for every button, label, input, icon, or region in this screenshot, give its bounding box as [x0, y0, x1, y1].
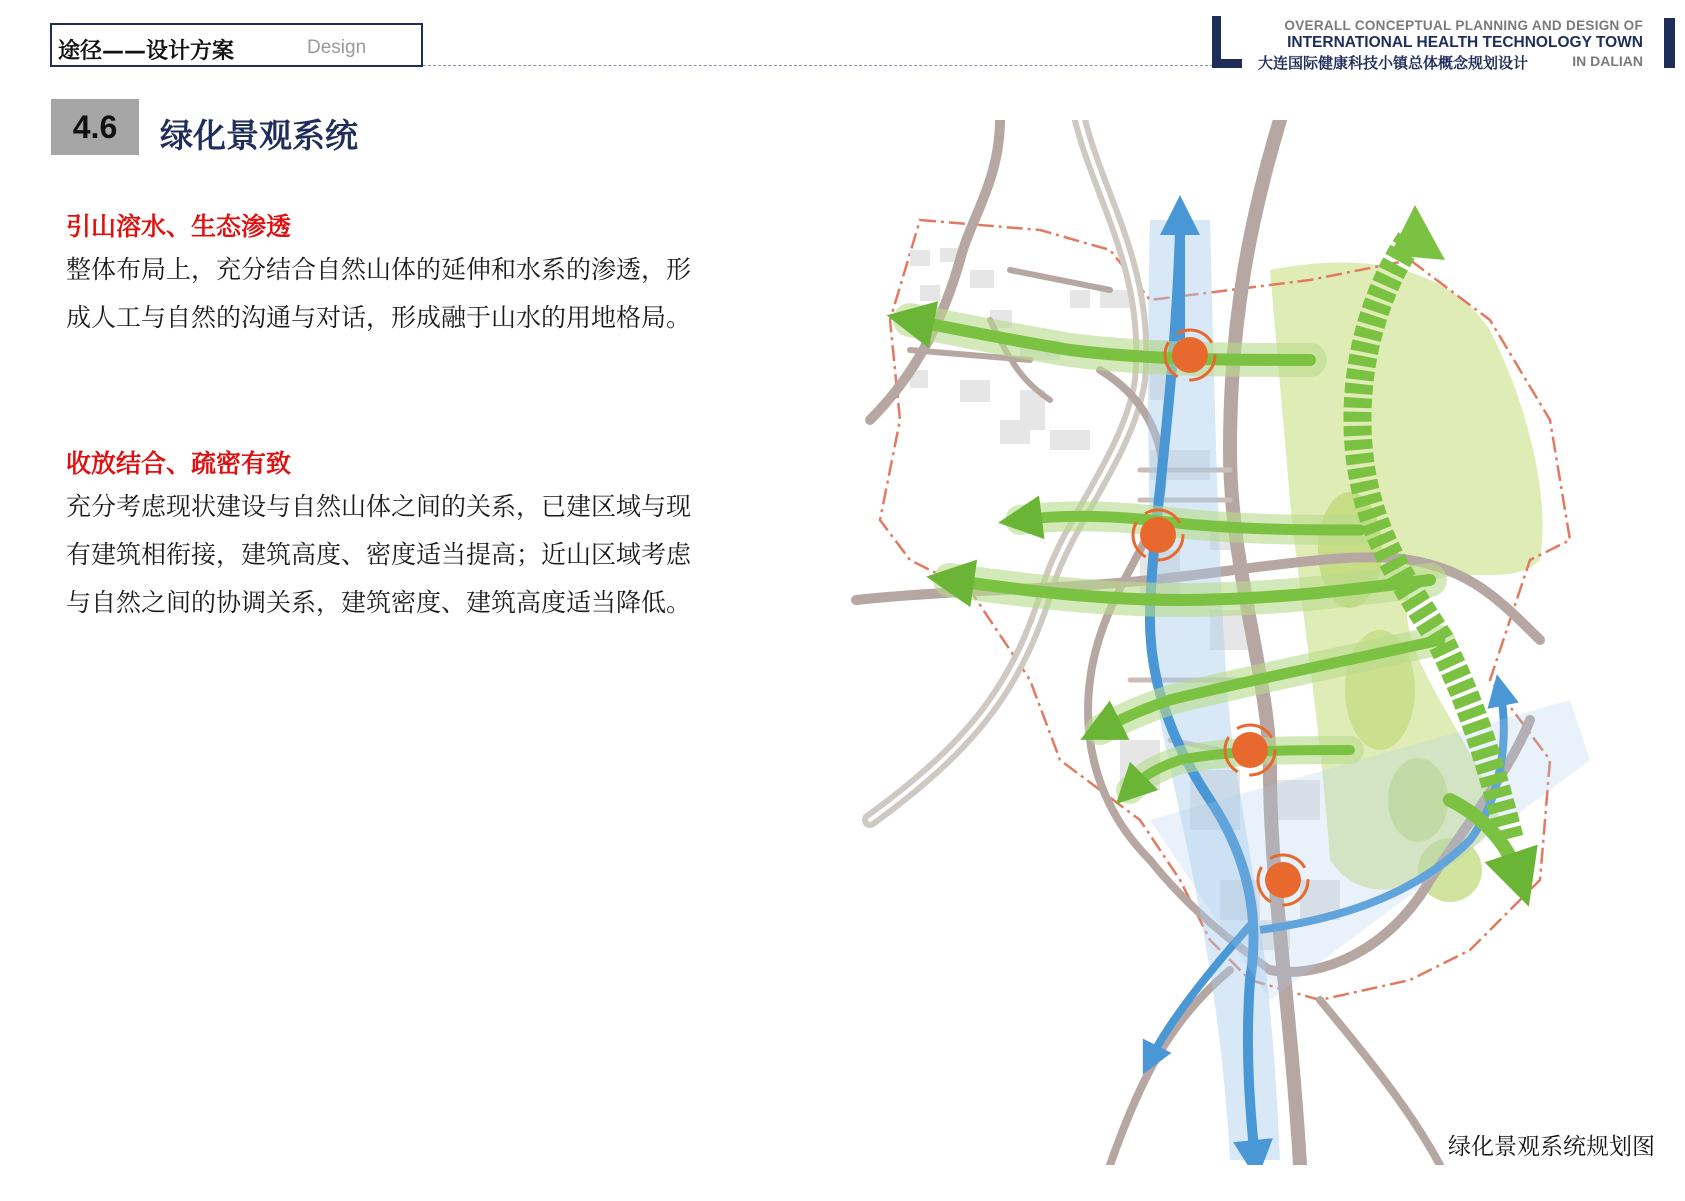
block-2-heading: 收放结合、疏密有致 [66, 449, 292, 478]
header-tab-title: 途径——设计方案 [58, 39, 235, 64]
landscape-system-map [850, 120, 1650, 1165]
map-caption: 绿化景观系统规划图 [1448, 1134, 1655, 1160]
project-title-cn: 大连国际健康科技小镇总体概念规划设计 [1258, 54, 1529, 72]
header-tab-subtitle: Design [307, 37, 367, 58]
section-title: 绿化景观系统 [160, 116, 358, 155]
header-right-bar [1664, 18, 1675, 68]
section-number: 4.6 [51, 99, 139, 155]
block-1-body: 整体布局上，充分结合自然山体的延伸和水系的渗透，形成人工与自然的沟通与对话，形成融于山水的用地格局。 [66, 255, 692, 332]
header-corner-mark [1212, 16, 1242, 68]
block-2-body: 充分考虑现状建设与自然山体之间的关系，已建区域与现有建筑相衔接，建筑高度、密度适当提高；近山区域考虑与自然之间的协调关系，建筑密度、建筑高度适当降低。 [66, 492, 692, 617]
header-divider [423, 65, 1213, 66]
project-title-en-2: INTERNATIONAL HEALTH TECHNOLOGY TOWN [1287, 34, 1643, 51]
project-title-en-1: OVERALL CONCEPTUAL PLANNING AND DESIGN OF [1284, 18, 1643, 33]
header-tab [50, 23, 423, 67]
block-1-heading: 引山溶水、生态渗透 [66, 212, 292, 241]
project-title-en-3: IN DALIAN [1572, 53, 1643, 69]
